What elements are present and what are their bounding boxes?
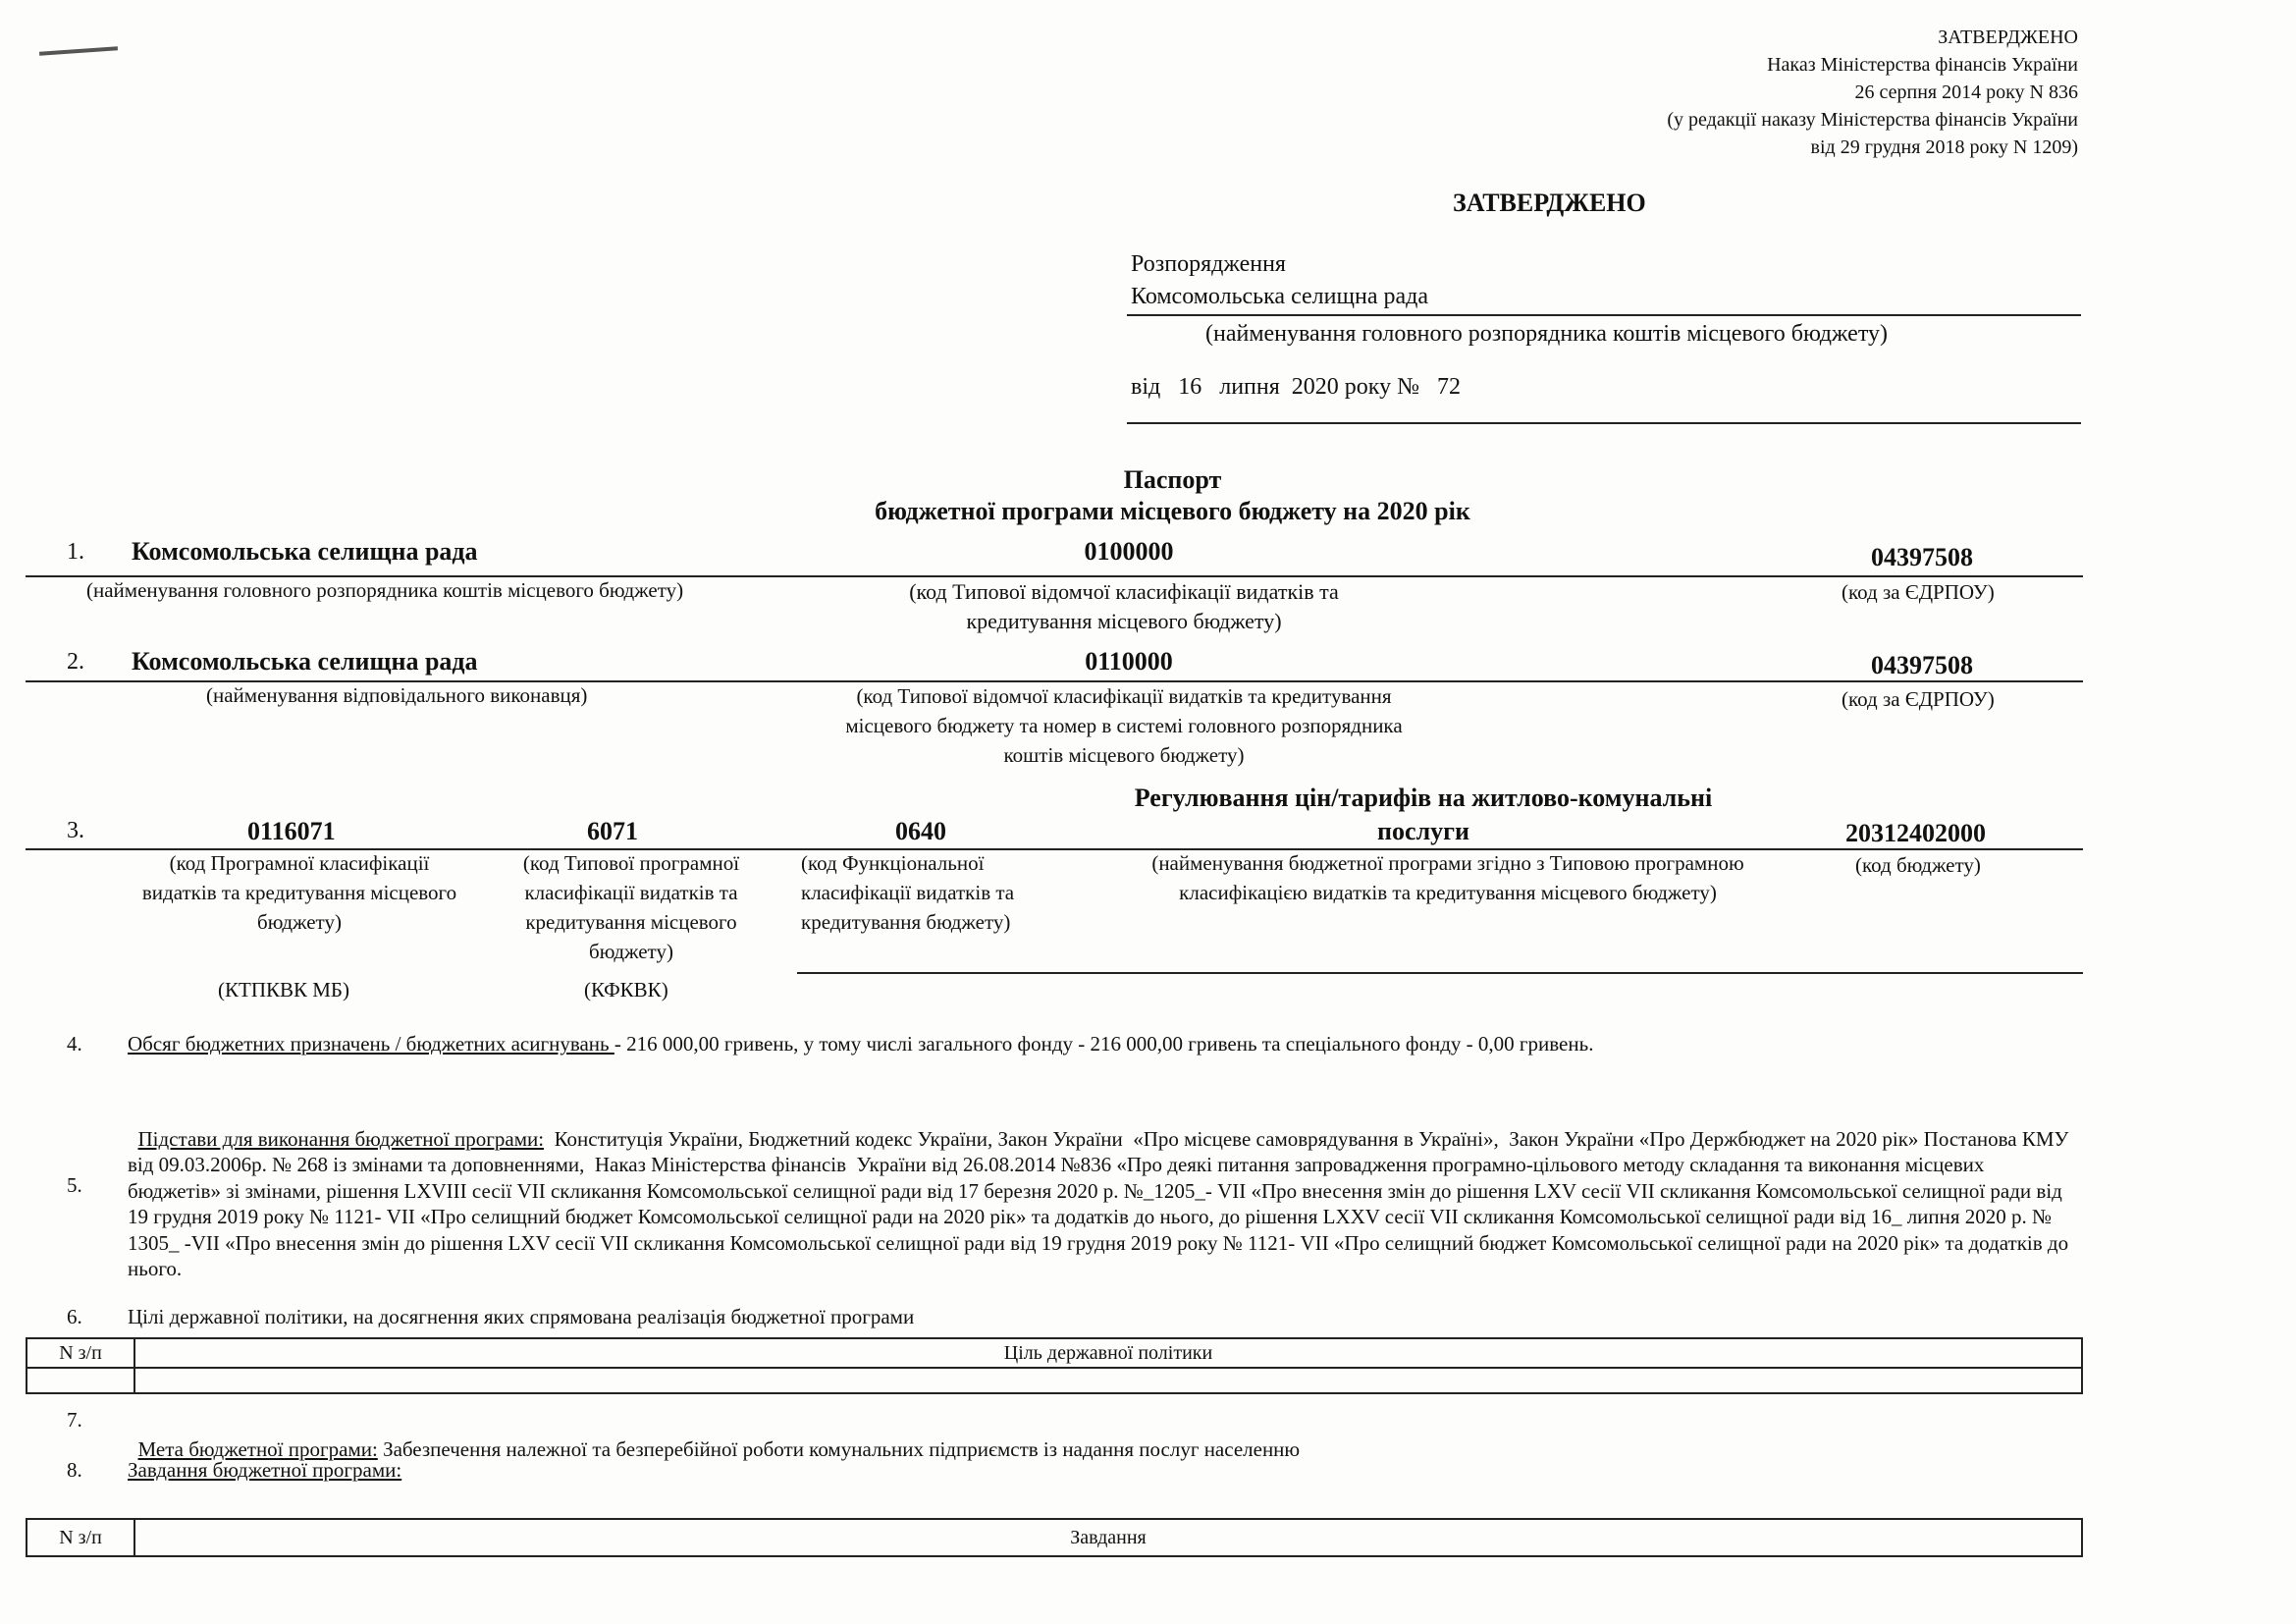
item6-text: Цілі державної політики, на досягнення яких спрямована реалізація бюджетної програми [128, 1305, 915, 1328]
item4-text: - 216 000,00 гривень, у тому числі загального фонду - 216 000,00 гривень та спеціального фонду - 0,00 гривень. [614, 1032, 1594, 1056]
row3-fkvk-caption: (код Функціональної класифікації видатків та кредитування бюджету) [801, 851, 1015, 934]
row2-department-code: 0110000 [1085, 647, 1173, 676]
row3-tpkvk: 6071 [587, 817, 638, 845]
approval-header-line3: (у редакції наказу Міністерства фінансів України [1667, 109, 2078, 131]
item8-number: 8. [67, 1458, 82, 1482]
row3-budget-caption: (код бюджету) [1855, 853, 1981, 877]
scan-artifact [39, 46, 118, 56]
item4-number: 4. [67, 1032, 82, 1056]
row3-tpkvk-caption: (код Типової програмної класифікації видатків та кредитування місцевого бюджету) [522, 851, 740, 963]
approval-date-line: від 16 липня 2020 року № 72 [1131, 374, 1461, 400]
policy-goals-col-goal: Ціль державної політики [134, 1338, 2082, 1368]
approval-header [1391, 24, 2078, 161]
row3-secondary-line [797, 972, 2083, 974]
row2-code-caption: (код Типової відомчої класифікації видатків та кредитування місцевого бюджету та номер в системі головного розпорядника коштів місцевого бюджету) [845, 684, 1403, 767]
row1-edrpou-caption: (код за ЄДРПОУ) [1842, 580, 1995, 604]
row3-budget-code: 20312402000 [1845, 819, 1986, 847]
item5-label: Підстави для виконання бюджетної програми: [137, 1126, 545, 1151]
row3-tpkvk-abbr: (КФКВК) [584, 978, 668, 1001]
item5-text: Конституція України, Бюджетний кодекс України, Закон України «Про місцеве самоврядування в Україні», Закон України «Про Держбюджет на 2020 рік» Постанова КМУ від 09.03.2006р. № 268 із змінами та доповненнями, Наказ Міністерства фінансів України від 26.08.2014 №836 «Про деякі питання запровадження програмно-цільового методу складання та виконання місцевих бюджетів» зі змінами, рішення LXVIII сесії VII скликання Комсомольської селищної ради від 17 березня 2020 р. №_1205_- VII «Про внесення змін до рішення LXV сесії VII скликання Комсомольської селищної ради від 19 грудня 2019 року № 1121- VII «Про селищний бюджет Комсомольської селищної ради на 2020 рік» та додатків до нього, до рішення LXXV сесії VII скликання Комсомольської селищної ради від 16_ липня 2020 р. № 1305_ -VII «Про внесення змін до рішення LXV сесії VII скликання Комсомольської селищної ради від 19 грудня 2019 року № 1121- VII «Про селищний бюджет Комсомольської селищної ради на 2020 рік» та додатків до нього. [128, 1126, 2074, 1280]
item4-text-block [128, 1029, 2081, 1058]
row3-number: 3. [67, 818, 84, 843]
row3-program-name: Регулювання цін/тарифів на житлово-комунальні послуги [1134, 784, 1713, 845]
row2-number: 2. [67, 649, 84, 675]
item7-text: Забезпечення належної та безперебійної роботи комунальних підприємств із надання послуг населенню [377, 1437, 1301, 1461]
row2-edrpou-caption: (код за ЄДРПОУ) [1842, 687, 1995, 711]
approval-date-line-rule [1127, 422, 2081, 424]
approval-title: ЗАТВЕРДЖЕНО [1453, 189, 1646, 217]
row2-edrpou: 04397508 [1871, 651, 1973, 679]
row2-name-caption: (найменування відповідального виконавця) [206, 683, 588, 707]
item8-label: Завдання бюджетної програми: [128, 1458, 402, 1482]
item7-label: Мета бюджетної програми: [137, 1437, 378, 1461]
row1-code-caption: (код Типової відомчої класифікації видатків та кредитування місцевого бюджету) [909, 579, 1339, 633]
tasks-col-task: Завдання [134, 1519, 2082, 1556]
policy-goals-empty-num [27, 1368, 134, 1393]
passport-title: Паспорт [1123, 465, 1222, 494]
policy-goals-empty-goal [134, 1368, 2082, 1393]
tasks-table [26, 1518, 2083, 1557]
row2-executor-name: Комсомольська селищна рада [132, 647, 478, 676]
approval-manager-caption: (найменування головного розпорядника коштів місцевого бюджету) [1205, 321, 1888, 347]
item5-text-block [128, 1100, 2081, 1282]
item6-number: 6. [67, 1305, 82, 1328]
approval-manager-line [1127, 314, 2081, 316]
item7-number: 7. [67, 1408, 82, 1432]
approval-header-title: ЗАТВЕРДЖЕНО [1938, 27, 2078, 48]
row1-name-caption: (найменування головного розпорядника коштів місцевого бюджету) [86, 578, 684, 602]
approval-doc-type: Розпорядження [1131, 251, 1286, 277]
row3-kpkvk-caption: (код Програмної класифікації видатків та кредитування місцевого бюджету) [141, 851, 457, 934]
row1-edrpou: 04397508 [1871, 543, 1973, 571]
row3-kpkvk: 0116071 [247, 817, 336, 845]
item4-label: Обсяг бюджетних призначень / бюджетних асигнувань [128, 1032, 614, 1056]
row3-fkvk: 0640 [895, 817, 946, 845]
approval-header-line4: від 29 грудня 2018 року N 1209) [1810, 136, 2078, 158]
row3-program-caption: (найменування бюджетної програми згідно з Типовою програмною класифікацією видатків та кредитування місцевого бюджету) [1151, 851, 1744, 904]
approval-header-line2: 26 серпня 2014 року N 836 [1854, 81, 2078, 103]
row1-department-code: 0100000 [1084, 537, 1174, 566]
row1-number: 1. [67, 539, 84, 565]
row3-kpkvk-abbr: (КТПКВК МБ) [218, 978, 349, 1001]
policy-goals-col-number: N з/п [27, 1338, 134, 1368]
item5-number: 5. [67, 1173, 82, 1197]
approval-header-line1: Наказ Міністерства фінансів України [1767, 54, 2078, 76]
approval-manager: Комсомольська селищна рада [1131, 284, 1428, 309]
tasks-col-number: N з/п [27, 1519, 134, 1556]
row1-manager-name: Комсомольська селищна рада [132, 537, 478, 566]
policy-goals-table [26, 1337, 2083, 1394]
passport-subtitle: бюджетної програми місцевого бюджету на 2020 рік [875, 497, 1470, 525]
